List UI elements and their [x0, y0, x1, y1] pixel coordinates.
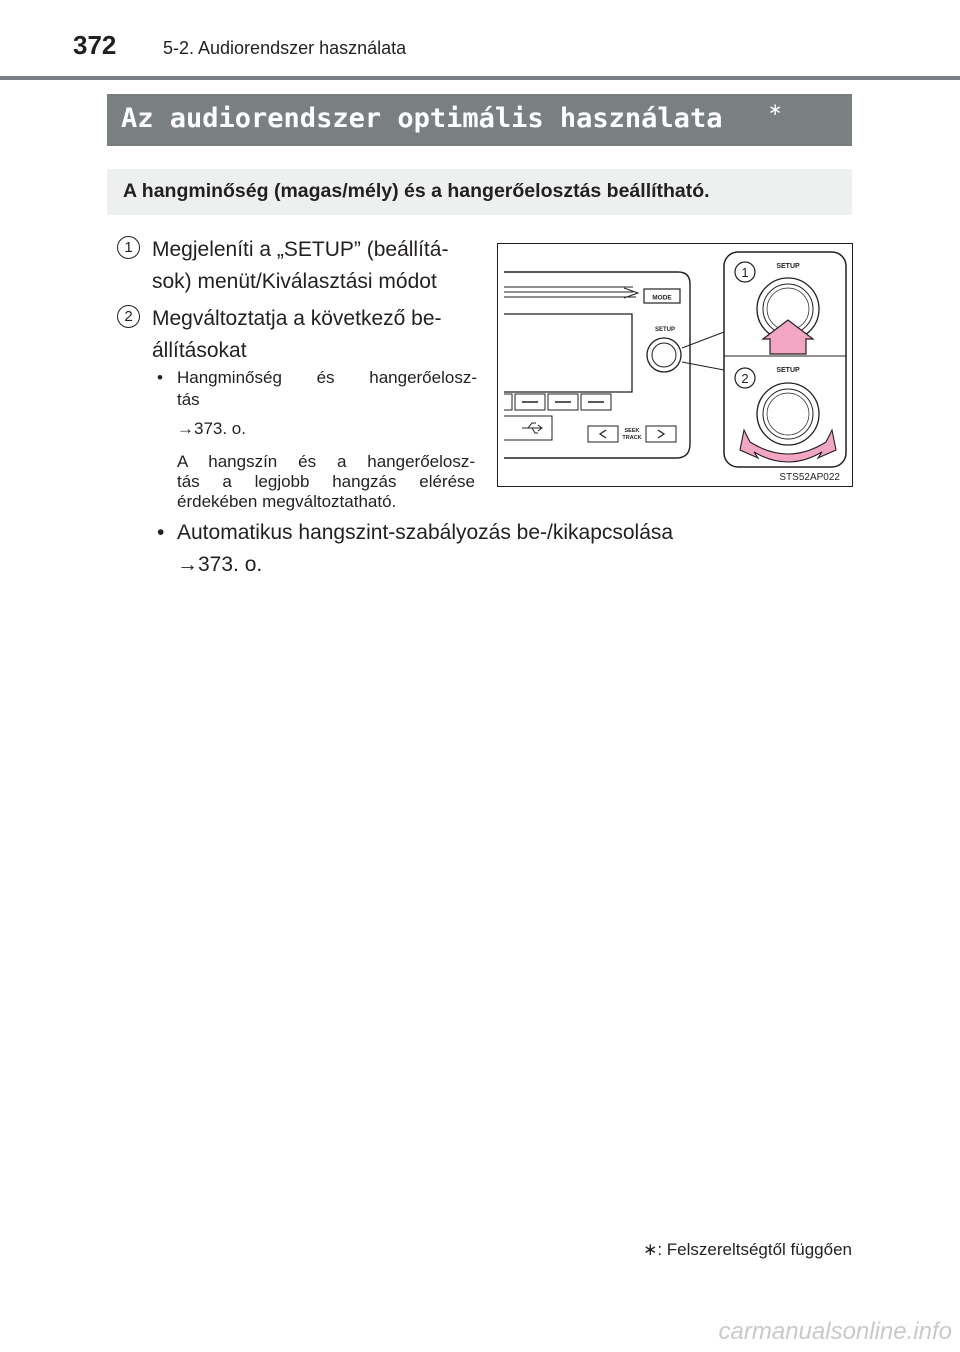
header-rule [0, 76, 960, 80]
bullet-auto-level-reference[interactable]: →373. o. [177, 553, 263, 576]
setup-knob-2 [757, 383, 819, 445]
usb-icon [522, 423, 542, 433]
seek-label: SEEK [624, 428, 640, 434]
note-line-2: tás a legjobb hangzás elérése [177, 472, 475, 491]
bullet-tone-balance-text [177, 367, 477, 411]
step-2-line-2: állításokat [152, 339, 247, 362]
page-number: 372 [73, 30, 117, 60]
title-bar [107, 94, 852, 146]
bullet-tone-line-2: tás [177, 390, 200, 409]
setup-knob-small-inner [652, 343, 676, 367]
step-2-text [152, 303, 482, 367]
bullet-dot: • [157, 368, 163, 387]
watermark: carmanualsonline.info [718, 1318, 952, 1345]
step-2-badge: 2 [117, 305, 140, 328]
bullet-tone-note [177, 452, 475, 512]
chevron-left-icon [600, 430, 606, 438]
figure-code: STS52AP022 [779, 472, 840, 483]
step-1-line-1: Megjeleníti a „SETUP” (beállítá- [152, 238, 449, 261]
bullet-tone-reference[interactable]: →373. o. [177, 419, 246, 438]
callout-1-number: 1 [741, 265, 749, 280]
bullet-auto-level-text: Automatikus hangszint-szabályozás be-/kikapcsolása [177, 521, 674, 544]
seek-forward-button [646, 426, 676, 442]
summary-text: A hangminőség (magas/mély) és a hangerőelosztás beállítható. [123, 180, 710, 202]
note-line-3: érdekében megváltoztatható. [177, 492, 397, 511]
step-2-line-1: Megváltoztatja a következő be- [152, 307, 442, 330]
display-outline [504, 314, 632, 392]
chevron-right-icon [658, 430, 664, 438]
step-1-badge: 1 [117, 236, 140, 259]
leader-line [682, 362, 724, 370]
preset-button [504, 394, 512, 410]
setup-label-1: SETUP [776, 263, 800, 270]
section-title: 5-2. Audiorendszer használata [163, 38, 407, 58]
bullet-dot: • [157, 521, 165, 544]
page-title: Az audiorendszer optimális használata [121, 103, 723, 134]
summary-box [107, 169, 852, 215]
note-line-1: A hangszín és a hangerőelosz- [177, 452, 475, 471]
setup-label-small: SETUP [654, 327, 676, 333]
footnote: ∗: Felszereltségtől függően [643, 1240, 852, 1259]
mode-label: MODE [652, 294, 672, 302]
bullet-tone-line-1: Hangminőség és hangerőelosz- [177, 368, 477, 387]
track-label: TRACK [622, 435, 642, 441]
leader-line [682, 332, 724, 348]
audio-unit-figure [497, 243, 853, 487]
seek-back-button [588, 426, 618, 442]
title-asterisk: ∗ [768, 100, 783, 119]
callout-2-number: 2 [741, 371, 749, 386]
setup-label-2: SETUP [776, 367, 800, 374]
audio-unit-illustration [498, 244, 852, 486]
step-1-text [152, 234, 482, 298]
step-1-line-2: sok) menüt/Kiválasztási módot [152, 270, 437, 293]
